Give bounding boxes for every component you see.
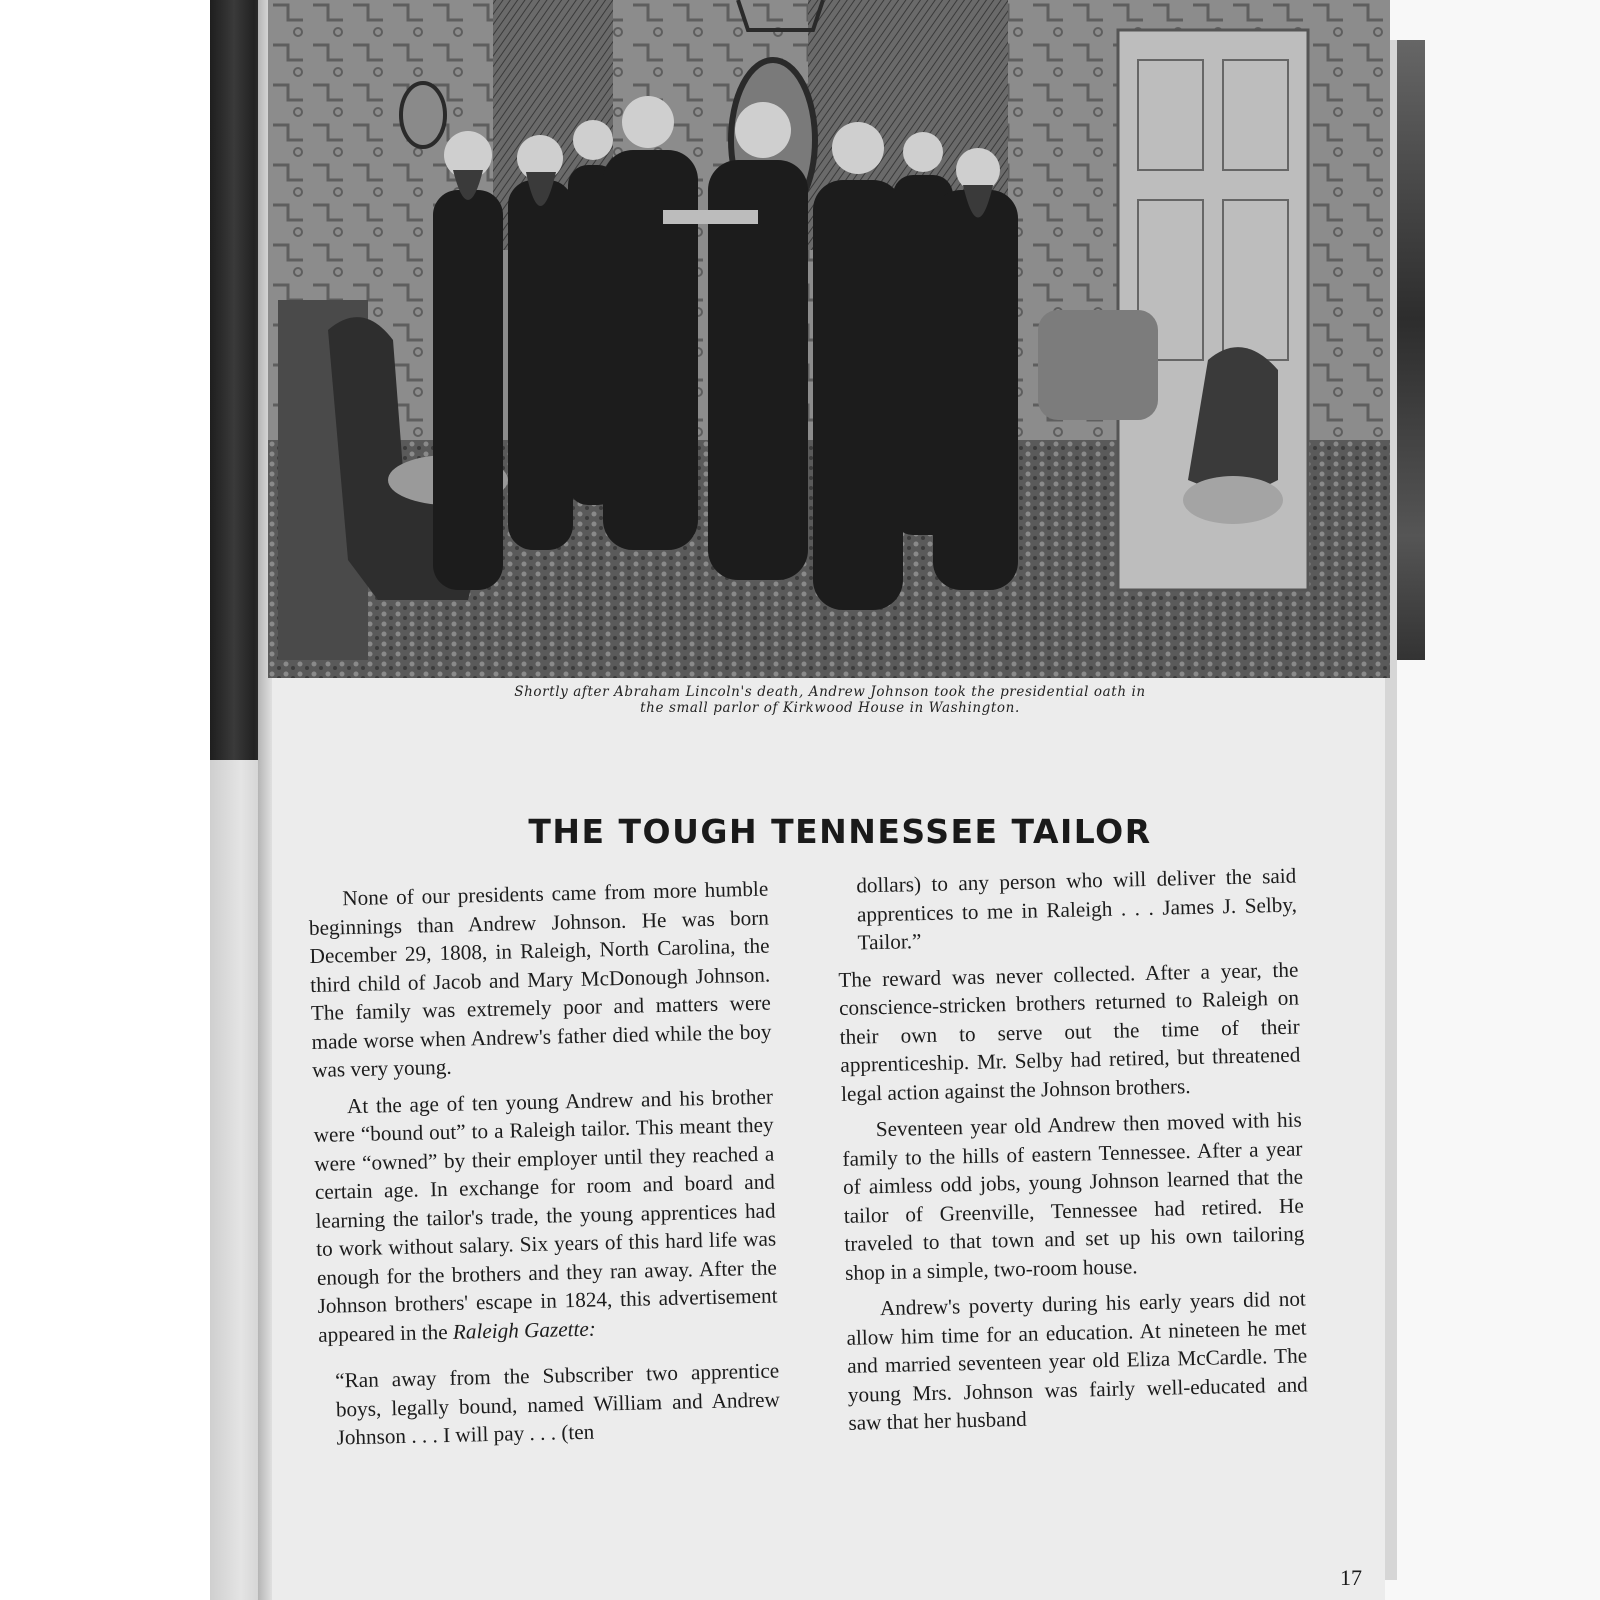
article-title: THE TOUGH TENNESSEE TAILOR xyxy=(528,812,1152,851)
paragraph-2 xyxy=(313,1082,779,1349)
advertisement-quote: “Ran away from the Subscriber two apprentice boys, legally bound, named William and Andrew Johnson . . . I will pay . . . (ten xyxy=(334,1358,781,1450)
page-number: 17 xyxy=(1340,1565,1362,1590)
illustration-caption xyxy=(330,684,1330,716)
paragraph-1: None of our presidents came from more humble beginnings than Andrew Johnson. He was born December 29, 1808, in Raleigh, North Carolina, the third child of Jacob and Mary McDonough Johnson. The family was extremely poor and matters were made worse when Andrew's father died while the boy was very young. xyxy=(308,876,772,1082)
caption-line-1: Shortly after Abraham Lincoln's death, Andrew Johnson took the presidential oath in xyxy=(514,684,1146,700)
adjacent-page-edge xyxy=(210,760,262,1600)
next-page-photo xyxy=(1397,40,1425,660)
paragraph-5: Andrew's poverty during his early years did not allow him time for an education. At nineteen he met and married seventeen year old Eliza McCardle. The young Mrs. Johnson was fairly well-educated and saw that her husband xyxy=(846,1286,1309,1435)
right-background xyxy=(1385,0,1600,1600)
advertisement-quote-continued: dollars) to any person who will deliver the said apprentices to me in Raleigh . . . James J. Selby, Tailor.” xyxy=(856,863,1298,955)
left-text-column xyxy=(308,875,781,1461)
newspaper-name: Raleigh Gazette: xyxy=(452,1316,597,1344)
paragraph-4: Seventeen year old Andrew then moved with his family to the hills of eastern Tennessee. After a year of aimless odd jobs, young Johnson learned that the tailor of Greenville, Tennessee had retired. He traveled to that town and set up his own tailoring shop in a simple, two-room house. xyxy=(842,1107,1305,1285)
oath-engraving-illustration xyxy=(268,0,1390,678)
right-text-column xyxy=(836,862,1309,1446)
paragraph-3: The reward was never collected. After a year, the conscience-stricken brothers returned to Raleigh on their own to serve out the time of their apprenticeship. Mr. Selby had retired, but threatened legal action against the Johnson brothers. xyxy=(838,957,1301,1106)
paragraph-2-text: At the age of ten young Andrew and his brother were “bound out” to a Raleigh tailor. This meant they were “owned” by their employer until they reached a certain age. In exchange for room and board and learning the tailor's trade, the young apprentices had to work without salary. Six years of this hard life was enough for the brothers and they ran away. After the Johnson brothers' escape in 1824, this advertisement appeared in the xyxy=(313,1084,778,1347)
caption-line-2: the small parlor of Kirkwood House in Washington. xyxy=(640,700,1020,716)
